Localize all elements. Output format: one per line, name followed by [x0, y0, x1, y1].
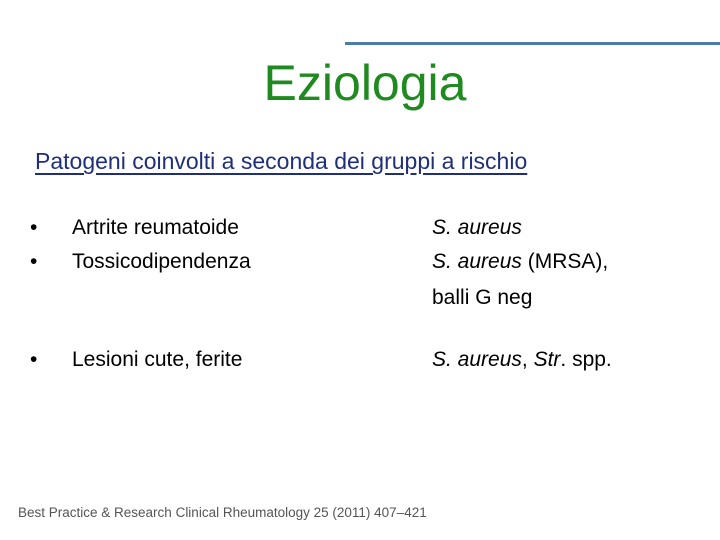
bullet-icon: •	[30, 216, 38, 239]
bullet-icon: •	[30, 348, 38, 371]
pathogen-line	[432, 210, 522, 246]
pathogen-cell	[432, 210, 522, 246]
slide-subtitle: Patogeni coinvolti a seconda dei gruppi a rischio	[35, 148, 528, 174]
bullet-icon: •	[30, 250, 38, 273]
source-citation: Best Practice & Research Clinical Rheumatology 25 (2011) 407–421	[18, 505, 427, 520]
pathogen-cell	[432, 244, 608, 316]
pathogen-species: S. aureus	[432, 250, 522, 273]
risk-group-label: Lesioni cute, ferite	[72, 348, 243, 371]
pathogen-cell	[432, 342, 612, 378]
pathogen-genus: Str	[533, 348, 561, 371]
pathogen-line	[432, 244, 608, 280]
pathogen-note: (MRSA),	[521, 250, 609, 273]
pathogen-species: S. aureus	[432, 216, 522, 239]
risk-group-label: Artrite reumatoide	[72, 216, 239, 239]
pathogen-line	[432, 342, 612, 378]
pathogen-note: balli G neg	[432, 286, 533, 309]
pathogen-line	[432, 280, 608, 316]
pathogen-note: . spp.	[560, 348, 612, 371]
risk-group-label: Tossicodipendenza	[72, 250, 251, 273]
top-decorative-rule	[345, 42, 720, 45]
slide-title: Eziologia	[263, 55, 467, 111]
pathogen-separator: ,	[521, 348, 534, 371]
pathogen-species: S. aureus	[432, 348, 522, 371]
